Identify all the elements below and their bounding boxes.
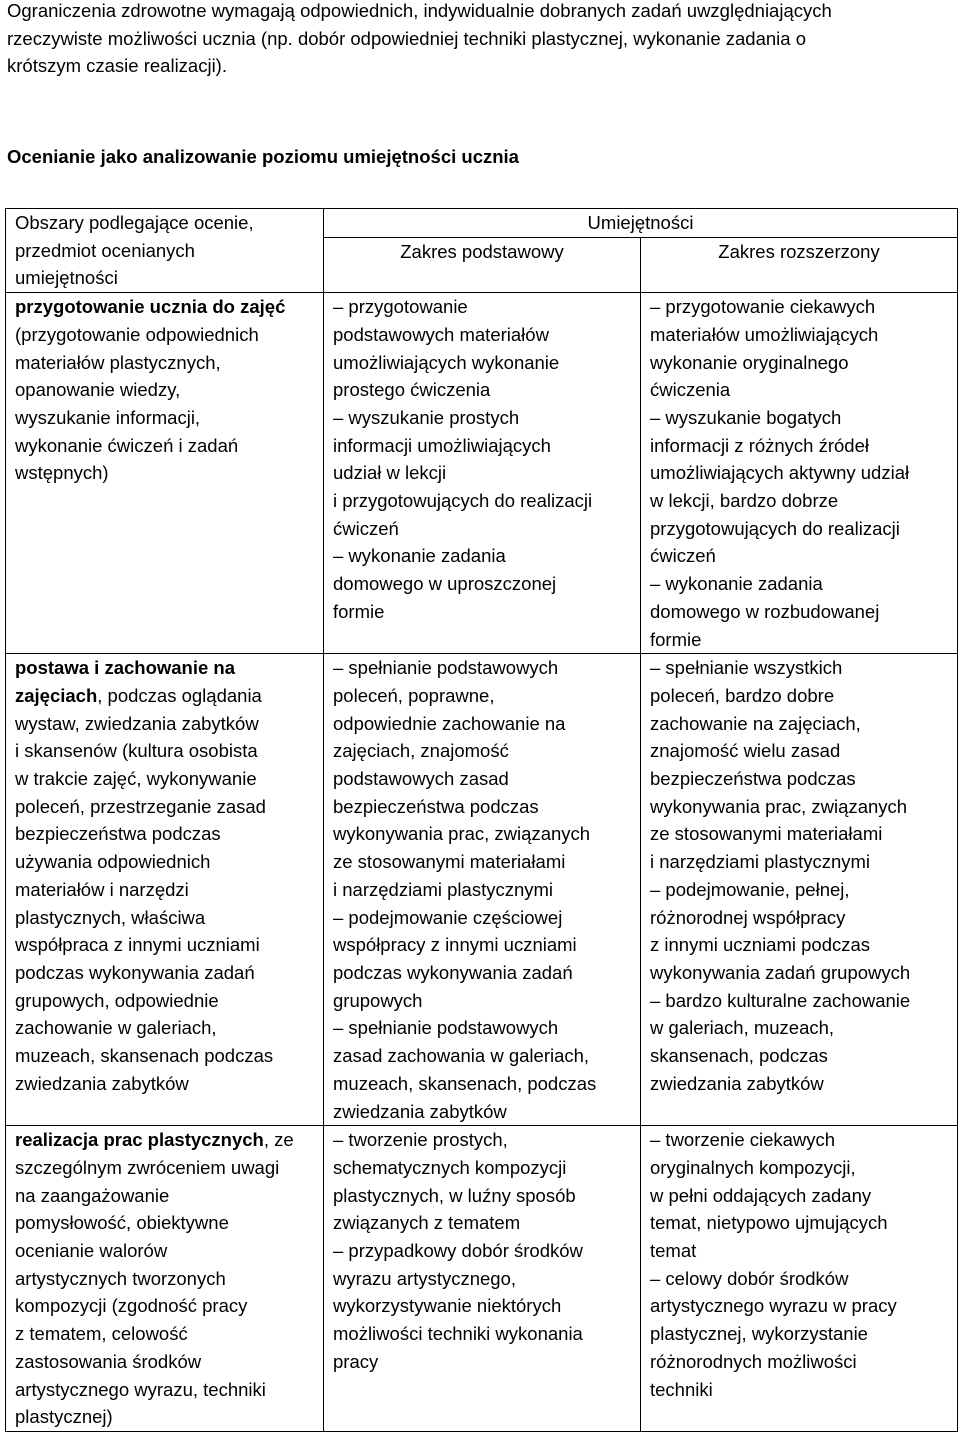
area-cell	[6, 293, 324, 654]
header-basic: Zakres podstawowy	[324, 237, 641, 292]
area-description: , ze szczególnym zwróceniem uwagi na zaangażowanie pomysłowość, obiektywne ocenianie walorów artystycznych tworzonych kompozycji (zgodność pracy z tematem, celowość zastosowania środków artystycznego wyrazu, techniki plastycznej)	[15, 1129, 294, 1428]
header-skills: Umiejętności	[324, 209, 958, 238]
extended-cell: – tworzenie ciekawych oryginalnych kompozycji, w pełni oddających zadany temat, nietypowo ujmujących temat – celowy dobór środków artystycznego wyrazu w pracy plastycznej, wykorzystanie różnorodnych możliwości techniki	[641, 1126, 958, 1432]
basic-cell: – spełnianie podstawowych poleceń, poprawne, odpowiednie zachowanie na zajęciach, znajomość podstawowych zasad bezpieczeństwa podczas wykonywania prac, związanych ze stosowanymi materiałami i narzędziami plastycznymi – podejmowanie częściowej współpracy z innymi uczniami podczas wykonywania zadań grupowych – spełnianie podstawowych zasad zachowania w galeriach, muzeach, skansenach, podczas zwiedzania zabytków	[324, 654, 641, 1126]
area-description: , podczas oglądania wystaw, zwiedzania zabytków i skansenów (kultura osobista w trakcie zajęć, wykonywanie poleceń, przestrzeganie zasad bezpieczeństwa podczas używania odpowiednich materiałów i narzędzi plastycznych, właściwa współpraca z innymi uczniami podczas wykonywania zadań grupowych, odpowiednie zachowanie w galeriach, muzeach, skansenach podczas zwiedzania zabytków	[15, 684, 274, 1094]
area-cell	[6, 1126, 324, 1432]
section-title: Ocenianie jako analizowanie poziomu umiejętności ucznia	[7, 146, 519, 167]
area-description: (przygotowanie odpowiednich materiałów plastycznych, opanowanie wiedzy, wyszukanie informacji, wykonanie ćwiczeń i zadań wstępnych)	[15, 323, 259, 484]
extended-cell: – przygotowanie ciekawych materiałów umożliwiających wykonanie oryginalnego ćwiczenia – wyszukanie bogatych informacji z różnych źródeł umożliwiających aktywny udział w lekcji, bardzo dobrze przygotowujących do realizacji ćwiczeń – wykonanie zadania domowego w rozbudowanej formie	[641, 293, 958, 654]
area-title: przygotowanie ucznia do zajęć	[15, 296, 286, 318]
table-header-row	[6, 209, 958, 238]
extended-cell: – spełnianie wszystkich poleceń, bardzo dobre zachowanie na zajęciach, znajomość wielu zasad bezpieczeństwa podczas wykonywania prac, związanych ze stosowanymi materiałami i narzędziami plastycznymi – podejmowanie, pełnej, różnorodnej współpracy z innymi uczniami podczas wykonywania zadań grupowych – bardzo kulturalne zachowanie w galeriach, muzeach, skansenach, podczas zwiedzania zabytków	[641, 654, 958, 1126]
area-cell	[6, 654, 324, 1126]
basic-cell: – przygotowanie podstawowych materiałów umożliwiających wykonanie prostego ćwiczenia – wyszukanie prostych informacji umożliwiających udział w lekcji i przygotowujących do realizacji ćwiczeń – wykonanie zadania domowego w uproszczonej formie	[324, 293, 641, 654]
header-extended: Zakres rozszerzony	[641, 237, 958, 292]
table-row	[6, 293, 958, 654]
intro-paragraph	[7, 0, 957, 80]
intro-line: Ograniczenia zdrowotne wymagają odpowiednich, indywidualnie dobranych zadań uwzględniających	[7, 0, 832, 21]
header-areas: Obszary podlegające ocenie, przedmiot ocenianych umiejętności	[6, 209, 324, 293]
table-row	[6, 1126, 958, 1432]
table-row	[6, 654, 958, 1126]
intro-line: rzeczywiste możliwości ucznia (np. dobór odpowiedniej techniki plastycznej, wykonanie zadania o	[7, 27, 806, 49]
basic-cell: – tworzenie prostych, schematycznych kompozycji plastycznych, w luźny sposób związanych z tematem – przypadkowy dobór środków wyrazu artystycznego, wykorzystywanie niektórych możliwości techniki wykonania pracy	[324, 1126, 641, 1432]
area-title: realizacja prac plastycznych	[15, 1129, 264, 1151]
assessment-table	[5, 208, 958, 1432]
intro-line: krótszym czasie realizacji).	[7, 55, 227, 77]
area-title: postawa i zachowanie na zajęciach	[15, 657, 236, 706]
